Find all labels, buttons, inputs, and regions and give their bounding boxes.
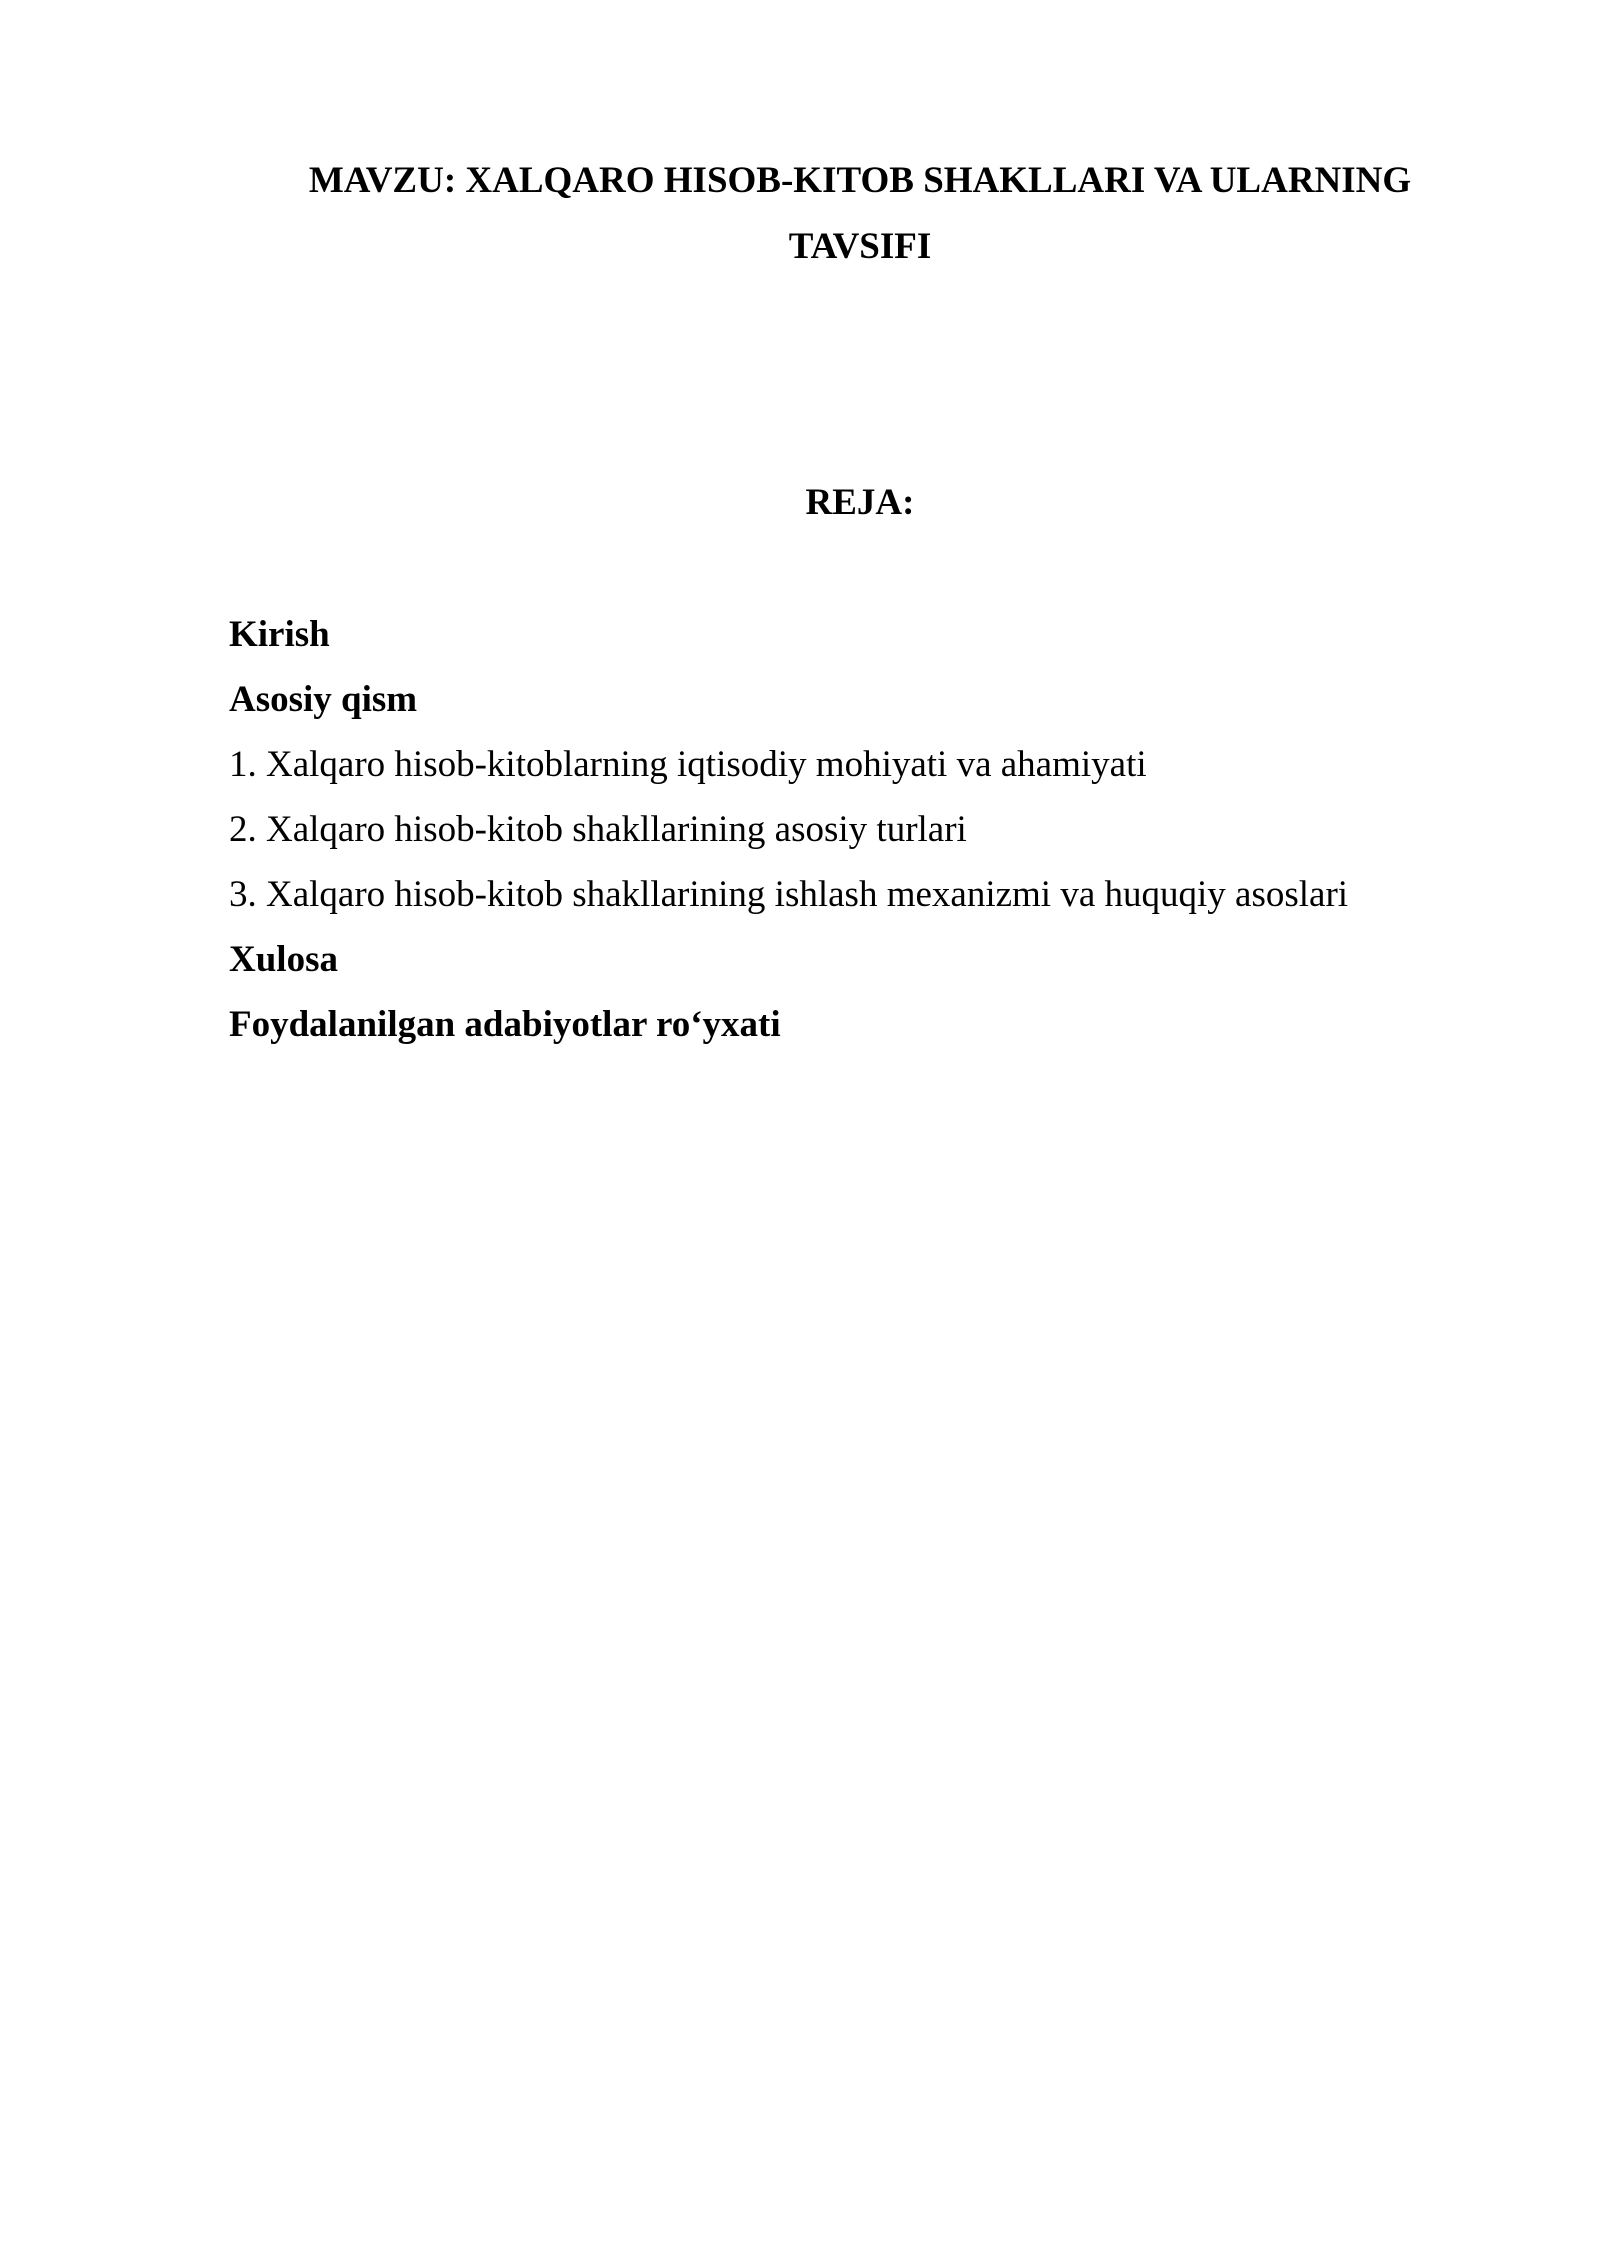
plan-item-main-part: Asosiy qism: [229, 679, 418, 720]
plan-item-3: 3. Xalqaro hisob-kitob shakllarining ishlash mexanizmi va huquqiy asoslari: [229, 874, 1349, 915]
plan-item-2: 2. Xalqaro hisob-kitob shakllarining asosiy turlari: [229, 809, 967, 850]
title-line-1: MAVZU: XALQARO HISOB-KITOB SHAKLLARI VA ULARNING: [308, 160, 1412, 201]
document-title: [200, 148, 1520, 280]
plan-item-1: 1. Xalqaro hisob-kitoblarning iqtisodiy mohiyati va ahamiyati: [229, 744, 1147, 785]
plan-list: [229, 602, 1489, 1057]
plan-item-references: Foydalanilgan adabiyotlar ro‘yxati: [229, 1004, 781, 1045]
plan-item-conclusion: Xulosa: [229, 939, 338, 980]
plan-item-introduction: Kirish: [229, 614, 330, 655]
title-line-2: TAVSIFI: [788, 226, 932, 267]
plan-heading: REJA:: [805, 482, 915, 523]
